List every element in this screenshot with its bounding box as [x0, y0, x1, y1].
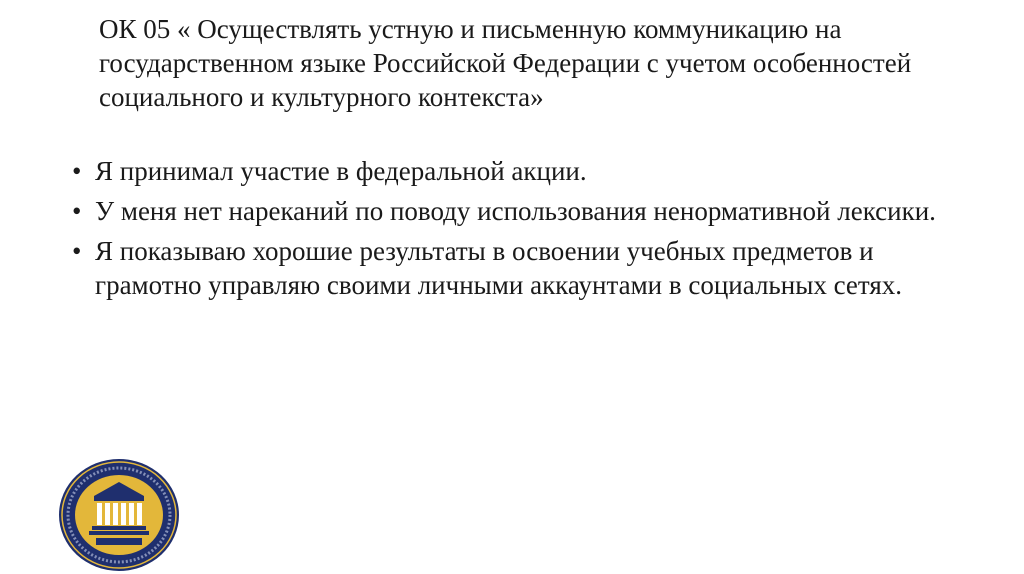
bullet-text: Я принимал участие в федеральной акции. [95, 156, 587, 186]
slide-title: ОК 05 « Осуществлять устную и письменную коммуникацию на государственном языке Российской Федерации с учетом особенностей социального и культурного контекста» [99, 14, 912, 112]
bullet-dot-icon: • [72, 196, 82, 226]
bullet-dot-icon: • [72, 156, 82, 186]
bullet-item [72, 234, 972, 302]
college-emblem-icon [58, 458, 180, 572]
bullet-item [72, 194, 972, 228]
bullet-item [72, 154, 972, 188]
bullet-list [72, 154, 972, 308]
bullet-text: У меня нет нареканий по поводу использования ненормативной лексики. [95, 196, 936, 226]
bullet-text: Я показываю хорошие результаты в освоении учебных предметов и грамотно управляю своими личными аккаунтами в социальных сетях. [95, 236, 902, 300]
bullet-dot-icon: • [72, 236, 82, 266]
